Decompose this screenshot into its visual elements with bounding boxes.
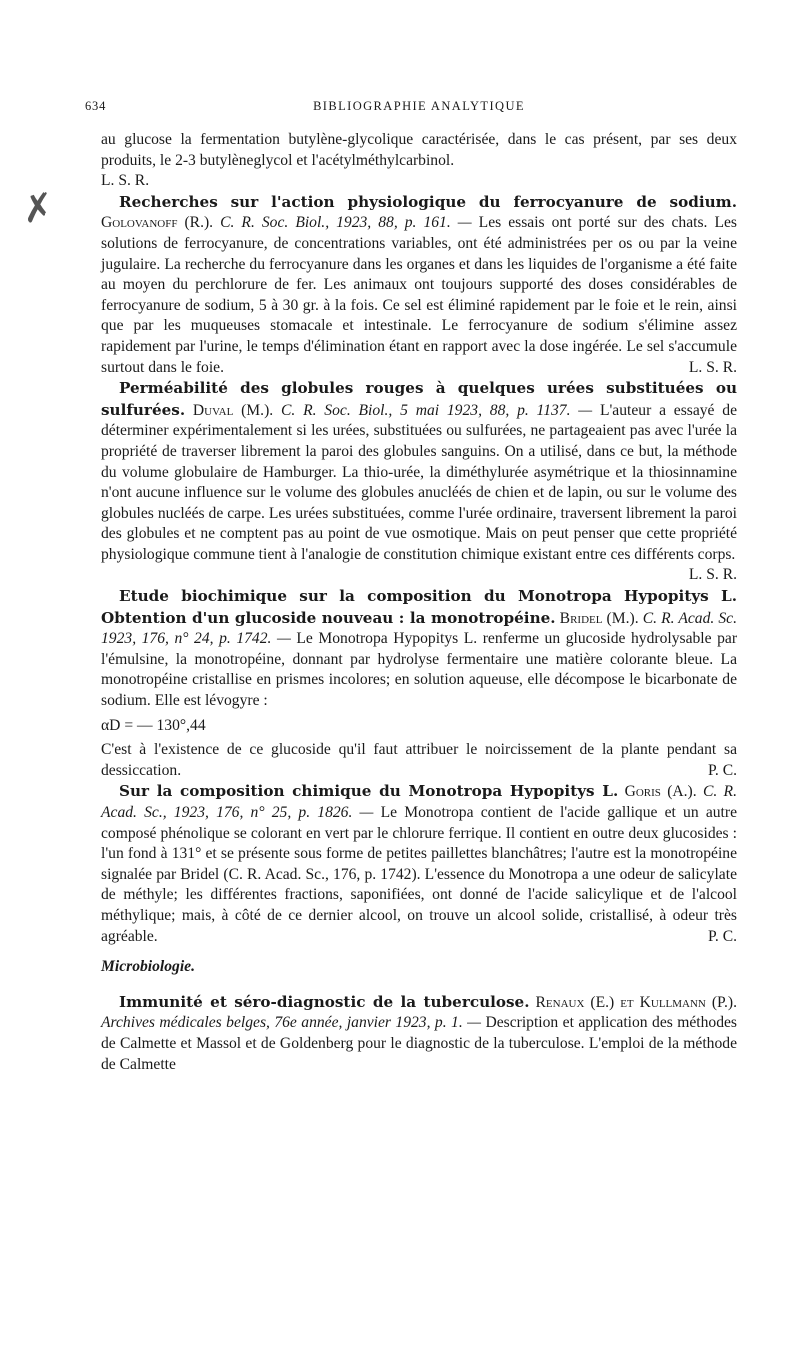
article-author: Renaux (E.) et Kullmann (P.). (535, 993, 737, 1011)
margin-mark: ✗ (19, 183, 57, 233)
article-citation: C. R. Acad. Sc., 1923, 176, n° 25, p. 1826. — (101, 783, 737, 821)
article-title: Recherches sur l'action physiologique du ferrocyanure de sodium. (119, 192, 737, 211)
article-signature: P. C. (707, 761, 737, 779)
article-title: Etude biochimique sur la composition du Monotropa Hypopitys L. Obtention d'un glucoside nouveau : la monotropéine. (101, 587, 737, 627)
page (85, 96, 738, 1075)
margin-annotation (6, 178, 70, 288)
article-body: Le Monotropa Hypopitys L. renferme un glucoside hydrolysable par l'émulsine, la monotropéine, donnant par hydrolyse fermentaire une matière colorante bleue. La monotropéine cristallise en prismes incolores; en solution aqueuse, elle décompose le bicarbonate de sodium. Elle est lévogyre : (101, 630, 738, 710)
article-signature: L. S. R. (688, 566, 737, 584)
article-author: Goris (A.). (624, 783, 697, 801)
article-signature: L. S. R. (688, 358, 737, 376)
article-title: Immunité et séro-diagnostic de la tuberculose. (119, 992, 530, 1011)
article-signature: P. C. (707, 927, 737, 945)
page-number: 634 (85, 99, 107, 113)
section-heading: Microbiologie. (101, 958, 195, 976)
article-body-continued: C'est à l'existence de ce glucoside qu'il faut attribuer le noircissement de la plante pendant sa dessiccation. P. C. (101, 740, 737, 781)
article-body: Le Monotropa contient de l'acide gallique et un autre composé phénolique se colorant en vert par le chlorure ferrique. Il contient en outre deux glucosides : l'un fond à 131° et se présente sous forme de petites paillettes blanchâtres; l'autre est la monotropéine signalée par Bridel (C. R. Acad. Sc., 176, p. 1742). L'essence du Monotropa a une odeur de salicylate de méthyle; les différentes fractions, saponifiées, ont donné de l'acide salicylique et de l'alcool méthylique; mais, à côté de ce dernier alcool, on trouve un alcool solide, cristallisé, à odeur très agréable. (101, 804, 737, 945)
article-citation: C. R. Soc. Biol., 5 mai 1923, 88, p. 1137. — (280, 401, 593, 419)
article-citation: C. R. Acad. Sc. 1923, 176, n° 24, p. 1742. — (101, 609, 738, 648)
article-author: Duval (M.). (192, 401, 274, 419)
article-citation: Archives médicales belges, 76e année, janvier 1923, p. 1. — (101, 1014, 482, 1032)
running-title: BIBLIOGRAPHIE ANALYTIQUE (313, 99, 525, 113)
article-1 (101, 192, 737, 378)
optical-rotation-formula: αD = — 130°,44 (101, 716, 206, 734)
article-author: Golovanoff (R.). (101, 214, 214, 232)
article-body: Les essais ont porté sur des chats. Les solutions de ferrocyanure, de concentrations variables, ont été administrées per os ou par la veine jugulaire. La recherche du ferrocyanure dans les organes et dans les liquides de l'organisme a été faite au moyen du perchlorure de fer. Les animaux ont toujours supporté des doses considérables de ferrocyanure de sodium, 5 à 30 gr. à la fois. Ce sel est éliminé rapidement par le foie et le rein, ainsi que par les muqueuses stomacale et intestinale. Le ferrocyanure de sodium s'élimine assez rapidement par l'urine, le temps d'élimination étant en rapport avec la dose ingérée. Le sel s'accumule surtout dans le foie. (101, 214, 737, 376)
article-4 (101, 781, 737, 947)
article-author: Bridel (M.). (559, 609, 639, 627)
article-body: L'auteur a essayé de déterminer expérimentalement si les urées, substituées ou sulfurées, ne partageaient pas avec l'urée la propriété de traverser librement la paroi des globules sanguins. On a utilisé, dans ce but, la méthode du volume globulaire de Hamburger. La thio-urée, la diméthylurée asymétrique et la thiosinnamine n'ont aucune influence sur le volume des globules anucléés de chien et de lapin, ou sur le volume des globules nucléés de carpe. Les urées substituées, comme l'urée ordinaire, traversent librement la paroi des globules et ne comptent pas au point de vue osmotique. Mais on peut penser que cette propriété physiologique commune tient à l'analogie de constitution chimique existant entre ces différents corps. (101, 401, 737, 563)
article-3 (101, 586, 737, 712)
running-header (85, 96, 737, 118)
intro-paragraph: au glucose la fermentation butylène-glycolique caractérisée, dans le cas présent, par ses deux produits, le 2-3 butylèneglycol et l'acétylméthylcarbinol. (101, 131, 737, 169)
article-title: Perméabilité des globules rouges à quelques urées substituées ou sulfurées. (101, 379, 737, 419)
article-body: Description et application des méthodes de Calmette et Massol et de Goldenberg pour le diagnostic de la tuberculose. L'emploi de la méthode de Calmette (101, 1014, 737, 1073)
article-5 (101, 992, 737, 1075)
intro-signature: L. S. R. (101, 172, 150, 190)
article-title: Sur la composition chimique du Monotropa Hypopitys L. (119, 782, 619, 801)
article-2 (101, 378, 737, 584)
article-citation: C. R. Soc. Biol., 1923, 88, p. 161. — (220, 214, 472, 232)
